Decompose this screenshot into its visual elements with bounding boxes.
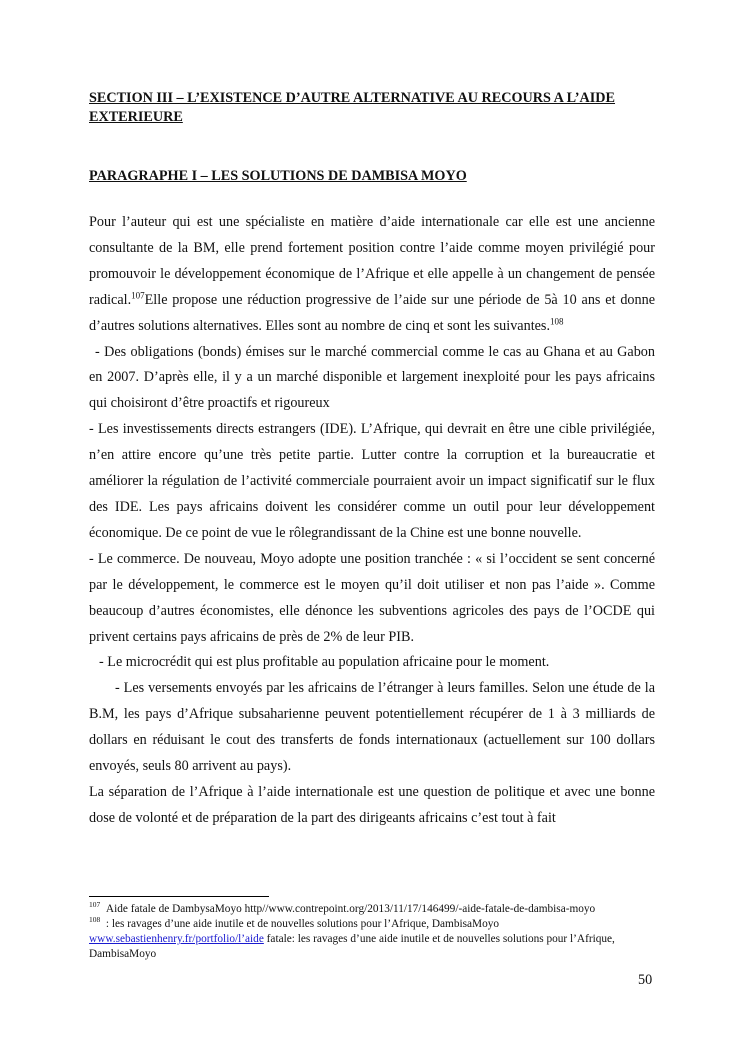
solution-fdi-paragraph: - Les investissements directs estrangers (IDE). L’Afrique, qui devrait en être une cible privilégiée, n’en attire encore qu’une très petite partie. Lutter contre la corruption et la bureaucratie et améliorer la régulation de l’activité commerciale pourraient avoir un impact significatif sur le flux des IDE. Les pays africains doivent les considérer comme un outil pour leur développement économique. De ce point de vue le rôlegrandissant de la Chine est une bonne nouvelle. <box>89 421 655 541</box>
section-heading: SECTION III – L’EXISTENCE D’AUTRE ALTERNATIVE AU RECOURS A L’AIDE EXTERIEURE <box>89 90 616 125</box>
paragraph-heading: PARAGRAPHE I – LES SOLUTIONS DE DAMBISA MOYO <box>89 168 467 184</box>
solution-bonds-paragraph: - Des obligations (bonds) émises sur le marché commercial comme le cas au Ghana et au Gabon en 2007. D’après elle, il y a un marché disponible et largement inexploité pour les pays africains qui choisiront d’être proactifs et rigoureux <box>89 343 655 412</box>
footnote-ref-107[interactable]: 107 <box>131 289 145 300</box>
footnote-link[interactable]: www.sebastienhenry.fr/portfolio/l’aide <box>89 933 264 945</box>
footnote-number: 107 <box>89 900 101 910</box>
conclusion-paragraph: La séparation de l’Afrique à l’aide internationale est une question de politique et avec une bonne dose de volonté et de préparation de la part des dirigeants africains c’est tout à fait <box>89 783 655 826</box>
footnote-text-rest: fatale: les ravages d’une aide inutile et de nouvelles solutions pour l’Afrique, DambisaMoyo <box>89 933 615 960</box>
intro-text-part1: Pour l’auteur qui est une spécialiste en matière d’aide internationale car elle est une ancienne consultante de la BM, elle prend fortement position contre l’aide comme moyen privilégié pour promouvoir le développement économique de l’Afrique et elle appelle à un changement de pensée radical. <box>89 214 655 308</box>
footnotes <box>89 902 659 962</box>
page-number: 50 <box>638 972 653 988</box>
solution-trade-paragraph: - Le commerce. De nouveau, Moyo adopte une position tranchée : « si l’occident se sent concerné par le développement, le commerce est le moyen qu’il doit utiliser et non pas l’aide ». Comme beaucoup d’autres économistes, elle dénonce les subventions agricoles des pays de l’OCDE qui privent certains pays africains de près de 2% de leur PIB. <box>89 550 655 645</box>
footnote-number: 108 <box>89 915 101 925</box>
footnote-107 <box>89 902 659 917</box>
footnote-text: : les ravages d’une aide inutile et de nouvelles solutions pour l’Afrique, DambisaMoyo <box>105 918 500 930</box>
intro-text-part2: Elle propose une réduction progressive de l’aide sur une période de 5à 10 ans et donne d’autres solutions alternatives. Elles sont au nombre de cinq et sont les suivantes. <box>89 291 655 334</box>
footnote-text: Aide fatale de DambysaMoyo http//www.contrepoint.org/2013/11/17/146499/-aide-fatale-de-dambisa-moyo <box>105 903 596 915</box>
footnote-108 <box>89 917 659 932</box>
footnote-ref-108[interactable]: 108 <box>550 315 564 326</box>
footnote-separator <box>89 896 269 897</box>
footnote-108-continued <box>89 932 659 962</box>
solution-remittances-paragraph: - Les versements envoyés par les africains de l’étranger à leurs familles. Selon une étude de la B.M, les pays d’Afrique subsaharienne peuvent potentiellement récupérer de 1 à 3 milliards de dollars en réduisant le cout des transferts de fonds internationaux (actuellement sur 100 dollars envoyés, seuls 80 arrivent au pays). <box>89 680 655 775</box>
body-text <box>89 210 655 832</box>
solution-microcredit-paragraph: - Le microcrédit qui est plus profitable au population africaine pour le moment. <box>99 654 550 671</box>
intro-paragraph <box>89 210 655 340</box>
